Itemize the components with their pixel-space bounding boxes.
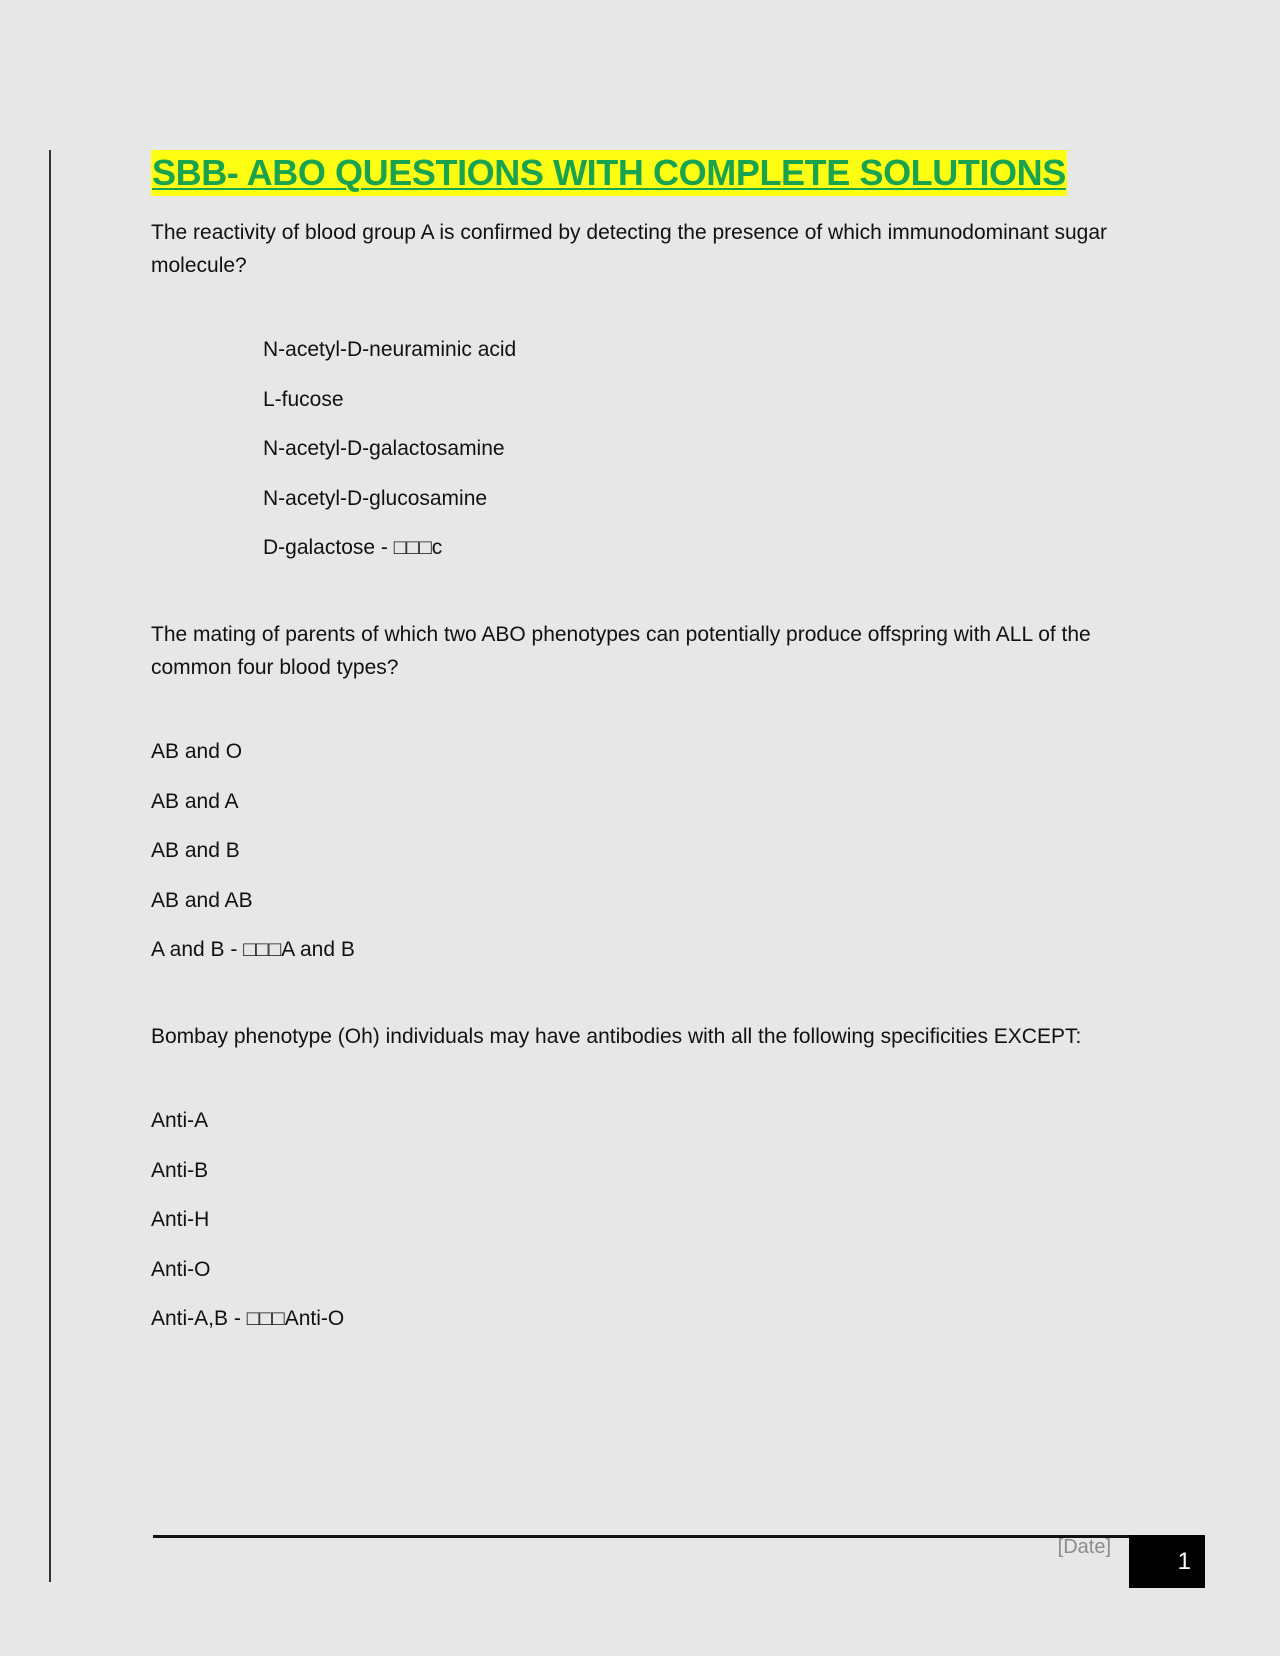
left-margin-rule bbox=[49, 150, 51, 1582]
question-3-prompt: Bombay phenotype (Oh) individuals may have antibodies with all the following specificities EXCEPT: bbox=[151, 1025, 1082, 1048]
question-2-option: AB and A bbox=[151, 789, 239, 813]
question-1-answer: D-galactose - □□□c bbox=[263, 536, 443, 559]
question-2-option: AB and AB bbox=[151, 888, 253, 912]
question-2-answer: A and B - □□□A and B bbox=[151, 938, 355, 961]
question-2-options bbox=[151, 738, 1151, 964]
question-1-prompt: The reactivity of blood group A is confirmed by detecting the presence of which immunodominant sugar molecule? bbox=[151, 221, 1108, 277]
document-body bbox=[151, 150, 1151, 1333]
question-3-options bbox=[151, 1107, 1151, 1333]
question-1-option: N-acetyl-D-galactosamine bbox=[263, 437, 505, 460]
question-3-option: Anti-A bbox=[151, 1109, 209, 1132]
question-3-option: Anti-H bbox=[151, 1208, 210, 1231]
question-1-option: N-acetyl-D-neuraminic acid bbox=[263, 338, 517, 361]
question-2-option: AB and O bbox=[151, 740, 243, 763]
question-3-answer: Anti-A,B - □□□Anti-O bbox=[151, 1307, 345, 1330]
footer-rule bbox=[153, 1535, 1129, 1538]
question-2-prompt: The mating of parents of which two ABO phenotypes can potentially produce offspring with ALL of the common four blood types? bbox=[151, 623, 1091, 679]
question-3-option: Anti-B bbox=[151, 1158, 209, 1182]
question-3-option: Anti-O bbox=[151, 1257, 211, 1281]
question-2-option: AB and B bbox=[151, 839, 240, 862]
question-1-options bbox=[151, 336, 1151, 562]
document-title: SBB- ABO QUESTIONS WITH COMPLETE SOLUTIONS bbox=[151, 150, 1067, 196]
page-number: 1 bbox=[1129, 1535, 1205, 1588]
question-1-option: L-fucose bbox=[263, 387, 344, 411]
question-1-option: N-acetyl-D-glucosamine bbox=[263, 486, 488, 510]
footer-date-placeholder: [Date] bbox=[1057, 1536, 1111, 1558]
